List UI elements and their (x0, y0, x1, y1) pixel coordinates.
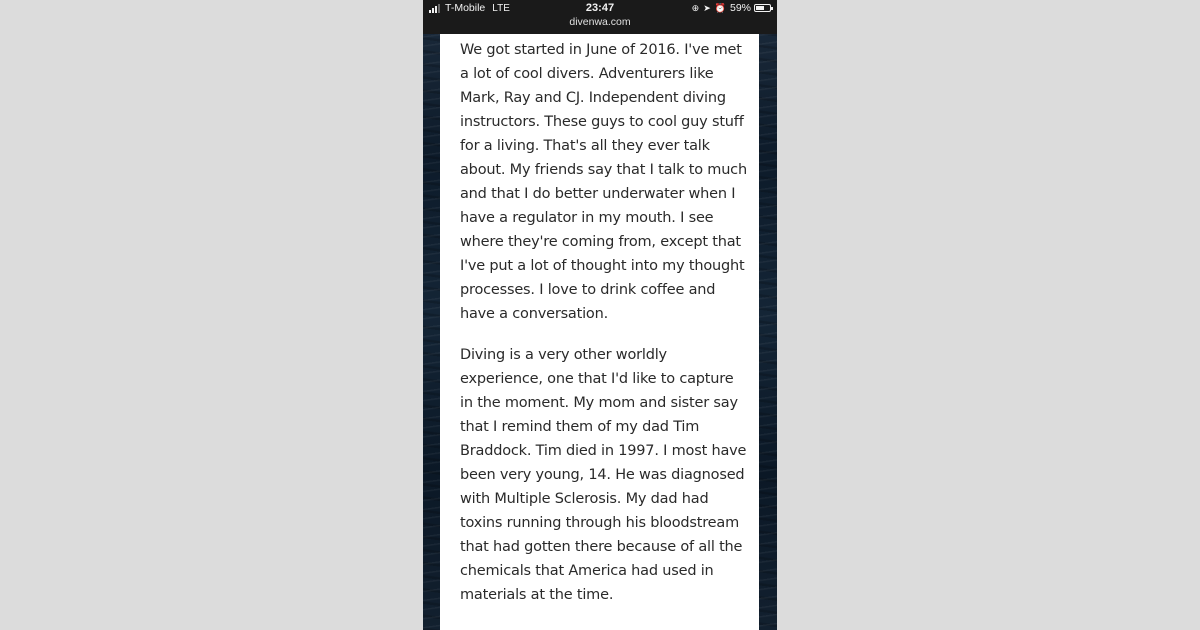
lock-rotation-icon: ⊕ (691, 3, 700, 13)
address-url[interactable]: divenwa.com (569, 16, 631, 28)
status-right (692, 2, 771, 14)
network-type: LTE (492, 2, 510, 14)
battery-icon (754, 4, 771, 12)
carrier-name: T-Mobile (445, 2, 486, 14)
battery-level (756, 6, 764, 10)
article-paragraph: Diving is a very other worldly experience, one that I'd like to capture in the moment. My mom and sister say that I remind them of my dad Tim Braddock. Tim died in 1997. I most have been very young, 14. He was diagnosed with Multiple Sclerosis. My dad had toxins running through his bloodstream that had gotten there because of all the chemicals that America had used in materials at the time. (460, 347, 747, 603)
clock: 23:47 (585, 2, 615, 14)
battery-percent: 59% (729, 2, 751, 14)
article-content (440, 34, 759, 630)
article-paragraph: We got started in June of 2016. I've met a lot of cool divers. Adventurers like Mark, Ray and CJ. Independent diving instructors. These guys to cool guy stuff for a living. That's all they ever talk about. My friends say that I talk to much and that I do better underwater when I have a regulator in my mouth. I see where they're coming from, except that I've put a lot of thought into my thought processes. I love to drink coffee and have a conversation. (460, 42, 747, 322)
location-arrow-icon: ➤ (703, 3, 711, 13)
alarm-icon: ⏰ (714, 3, 726, 13)
status-bar (423, 0, 777, 34)
phone-screen (423, 0, 777, 630)
